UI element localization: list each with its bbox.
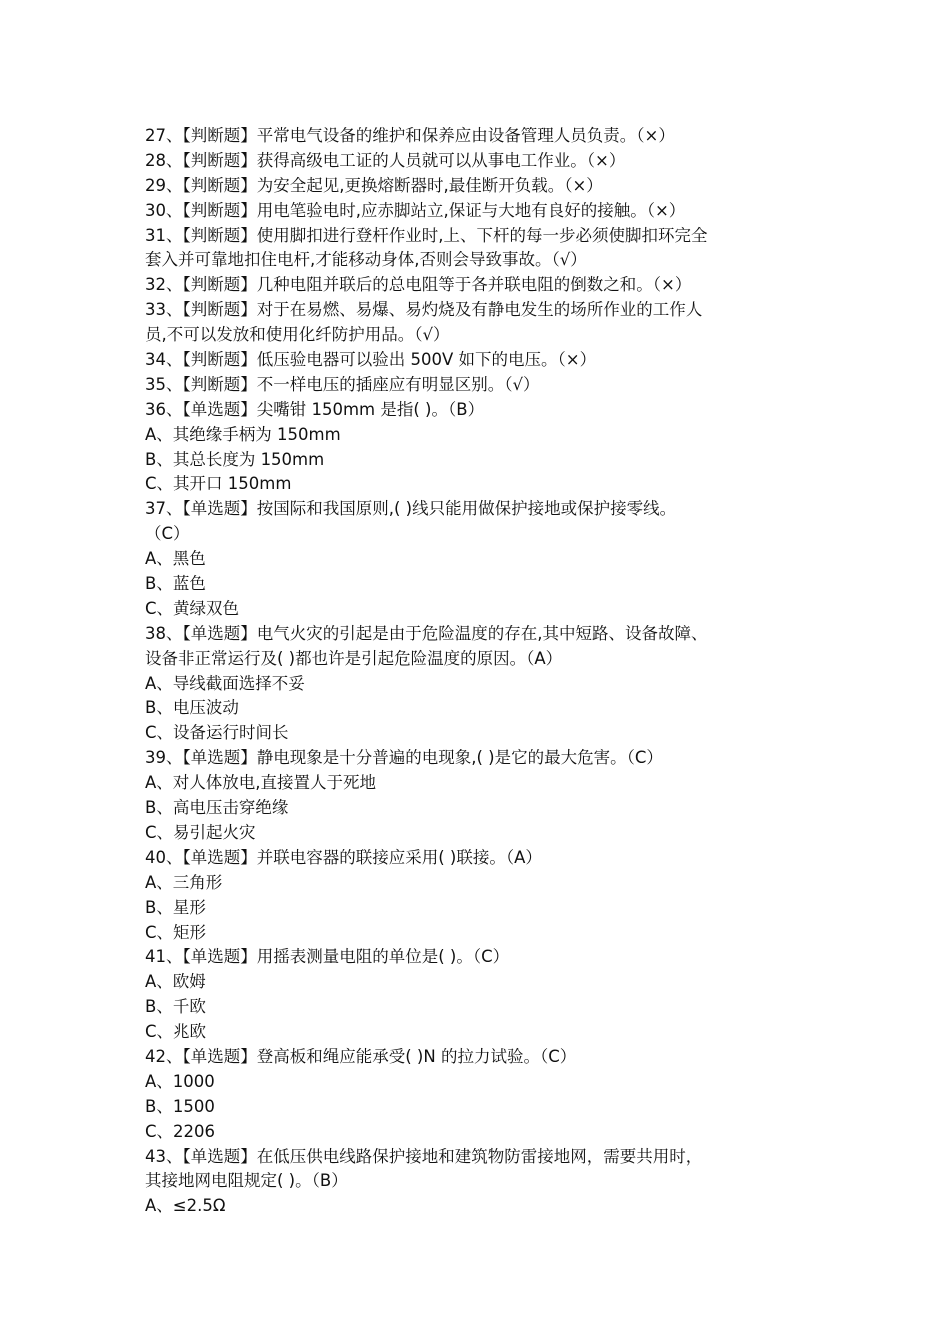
question-37-line-2: （C） bbox=[145, 524, 190, 544]
option-41-c: C、兆欧 bbox=[145, 1022, 207, 1042]
option-39-b: B、高电压击穿绝缘 bbox=[145, 798, 289, 818]
option-38-b: B、电压波动 bbox=[145, 698, 239, 718]
question-38-line-1: 38、【单选题】电气火灾的引起是由于危险温度的存在,其中短路、设备故障、 bbox=[145, 623, 708, 643]
question-32: 32、【判断题】几种电阻并联后的总电阻等于各并联电阻的倒数之和。（×） bbox=[145, 275, 692, 295]
question-36: 36、【单选题】尖嘴钳 150mm 是指( )。（B） bbox=[145, 399, 485, 419]
question-39: 39、【单选题】静电现象是十分普遍的电现象,( )是它的最大危害。（C） bbox=[145, 748, 663, 768]
option-36-a: A、其绝缘手柄为 150mm bbox=[145, 424, 341, 444]
question-34: 34、【判断题】低压验电器可以验出 500V 如下的电压。（×） bbox=[145, 350, 597, 370]
option-36-b: B、其总长度为 150mm bbox=[145, 449, 325, 469]
question-28: 28、【判断题】获得高级电工证的人员就可以从事电工作业。（×） bbox=[145, 150, 626, 170]
question-31-line-2: 套入并可靠地扣住电杆,才能移动身体,否则会导致事故。（√） bbox=[145, 250, 587, 270]
option-42-c: C、2206 bbox=[145, 1121, 216, 1141]
option-41-a: A、欧姆 bbox=[145, 972, 206, 992]
question-33-line-1: 33、【判断题】对于在易燃、易爆、易灼烧及有静电发生的场所作业的工作人 bbox=[145, 300, 703, 320]
option-42-b: B、1500 bbox=[145, 1096, 215, 1116]
option-40-a: A、三角形 bbox=[145, 872, 223, 892]
option-40-c: C、矩形 bbox=[145, 922, 207, 942]
question-33-line-2: 员,不可以发放和使用化纤防护用品。（√） bbox=[145, 325, 450, 345]
option-37-c: C、黄绿双色 bbox=[145, 598, 240, 618]
question-27: 27、【判断题】平常电气设备的维护和保养应由设备管理人员负责。（×） bbox=[145, 126, 675, 145]
option-39-c: C、易引起火灾 bbox=[145, 822, 256, 842]
option-38-a: A、导线截面选择不妥 bbox=[145, 673, 305, 693]
question-29: 29、【判断题】为安全起见,更换熔断器时,最佳断开负载。（×） bbox=[145, 175, 603, 195]
question-37-line-1: 37、【单选题】按国际和我国原则,( )线只能用做保护接地或保护接零线。 bbox=[145, 499, 677, 519]
option-40-b: B、星形 bbox=[145, 897, 206, 917]
option-37-b: B、蓝色 bbox=[145, 574, 206, 594]
option-41-b: B、千欧 bbox=[145, 997, 206, 1017]
option-36-c: C、其开口 150mm bbox=[145, 474, 292, 494]
question-38-line-2: 设备非正常运行及( )都也许是引起危险温度的原因。（A） bbox=[145, 648, 563, 668]
question-43-line-1: 43、【单选题】在低压供电线路保护接地和建筑物防雷接地网，需要共用时， bbox=[145, 1146, 703, 1166]
option-37-a: A、黑色 bbox=[145, 549, 206, 569]
question-list bbox=[145, 124, 810, 1219]
question-30: 30、【判断题】用电笔验电时,应赤脚站立,保证与大地有良好的接触。（×） bbox=[145, 200, 686, 220]
option-43-a: A、≤2.5Ω bbox=[145, 1196, 226, 1216]
option-38-c: C、设备运行时间长 bbox=[145, 723, 289, 743]
option-42-a: A、1000 bbox=[145, 1071, 215, 1091]
question-42: 42、【单选题】登高板和绳应能承受( )N 的拉力试验。（C） bbox=[145, 1046, 577, 1066]
question-40: 40、【单选题】并联电容器的联接应采用( )联接。（A） bbox=[145, 847, 542, 867]
option-39-a: A、对人体放电,直接置人于死地 bbox=[145, 773, 377, 793]
question-31-line-1: 31、【判断题】使用脚扣进行登杆作业时,上、下杆的每一步必须使脚扣环完全 bbox=[145, 225, 708, 245]
question-43-line-2: 其接地网电阻规定( )。（B） bbox=[145, 1171, 348, 1191]
question-35: 35、【判断题】不一样电压的插座应有明显区别。（√） bbox=[145, 374, 540, 394]
question-41: 41、【单选题】用摇表测量电阻的单位是( )。（C） bbox=[145, 947, 510, 967]
